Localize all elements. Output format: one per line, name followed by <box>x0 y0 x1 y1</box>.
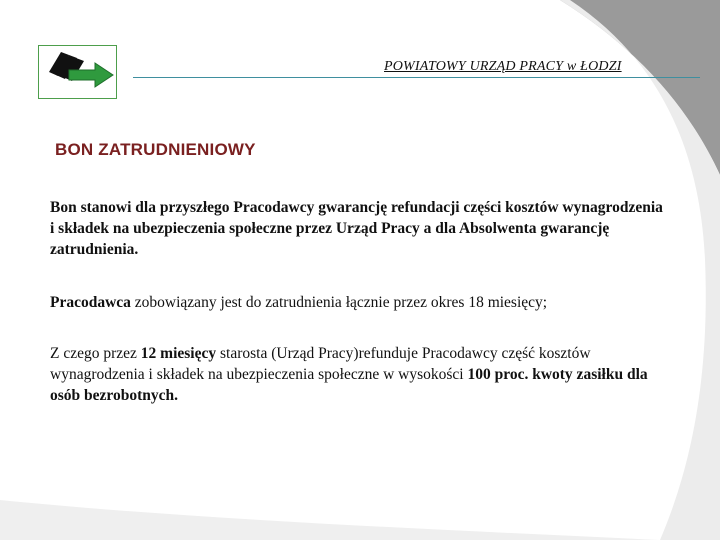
refund-period: 12 miesięcy <box>140 345 217 362</box>
header-title: POWIATOWY URZĄD PRACY w ŁODZI <box>384 59 622 74</box>
header-divider <box>133 77 700 78</box>
refund-amount: 100 proc. kwoty zasiłku dla osób bezrobotnych. <box>50 366 648 404</box>
paragraph-employer-obligation <box>50 292 670 313</box>
refund-text-part1: Z czego przez <box>50 345 141 362</box>
slide-heading: BON ZATRUDNIENIOWY <box>55 140 256 159</box>
refund-text-part2: starosta (Urząd Pracy)refunduje Pracodawcy część kosztów wynagrodzenia i składek na ubezpieczenia społeczne w wysokości <box>50 345 591 383</box>
employer-term: Pracodawca <box>50 294 131 311</box>
cards-arrow-logo-icon <box>39 46 116 98</box>
employer-obligation-text: zobowiązany jest do zatrudnienia łącznie przez okres 18 miesięcy; <box>130 294 548 311</box>
paragraph-voucher-guarantee: Bon stanowi dla przyszłego Pracodawcy gwarancję refundacji części kosztów wynagrodzenia i składek na ubezpieczenia społeczne przez Urząd Pracy a dla Absolwenta gwarancję zatrudnienia. <box>50 199 663 258</box>
logo <box>38 45 117 99</box>
paragraph-refund-details <box>50 343 670 406</box>
